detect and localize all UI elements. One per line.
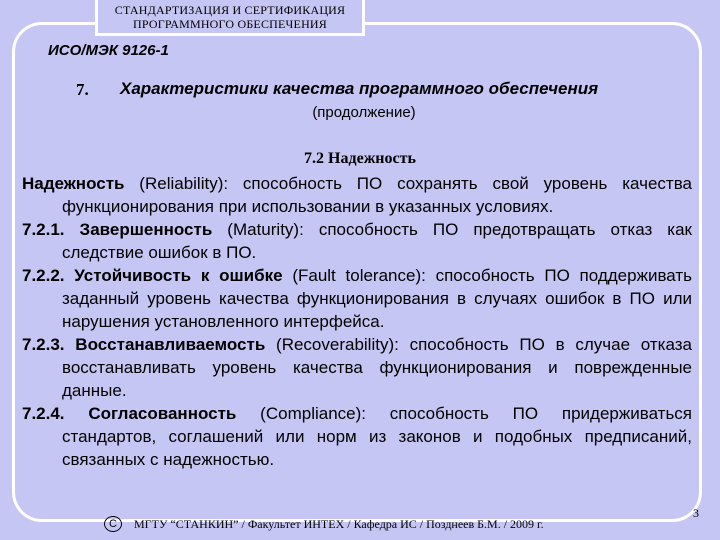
definitions-list <box>22 172 692 471</box>
definition-term: 7.2.2. Устойчивость к ошибке <box>22 266 283 285</box>
definition-paragraph <box>22 172 692 218</box>
definition-text: (Compliance): способность ПО придерживаться стандартов, соглашений или норм из законов и подобных предписаний, связанных с надежностью. <box>62 404 693 469</box>
definition-paragraph <box>22 402 692 471</box>
definition-text: (Reliability): способность ПО сохранять свой уровень качества функционирования при использовании в указанных условиях. <box>62 174 692 216</box>
continued-note: (продолжение) <box>312 104 416 121</box>
subsection-title: 7.2 Надежность <box>304 150 416 167</box>
section-title: Характеристики качества программного обеспечения <box>120 79 599 98</box>
standard-title-line1: СТАНДАРТИЗАЦИЯ И СЕРТИФИКАЦИЯ <box>114 3 346 17</box>
standard-title-line2: ПРОГРАММНОГО ОБЕСПЕЧЕНИЯ <box>132 17 328 31</box>
footer <box>104 516 544 532</box>
section-number: 7. <box>76 80 89 99</box>
page-number: 3 <box>693 506 699 520</box>
definition-term: Надежность <box>22 174 125 193</box>
definition-paragraph <box>22 333 692 402</box>
definition-text: (Maturity): способность ПО предотвращать отказ как следствие ошибок в ПО. <box>62 220 692 262</box>
definition-term: 7.2.3. Восстанавливаемость <box>22 335 266 354</box>
iso-standard-label: ИСО/МЭК 9126-1 <box>48 42 169 59</box>
definition-term: 7.2.4. Согласованность <box>22 404 237 423</box>
definition-paragraph <box>22 218 692 264</box>
footer-text: МГТУ “СТАНКИН” / Факультет ИНТЕХ / Кафедра ИС / Позднеев Б.М. / 2009 г. <box>134 516 544 531</box>
definition-text: (Fault tolerance): способность ПО поддерживать заданный уровень качества функционирования в случаях ошибок в ПО или нарушения установленного интерфейса. <box>62 266 693 331</box>
definition-text: (Recoverability): способность ПО в случае отказа восстанавливать уровень качества функционирования и поврежденные данные. <box>62 335 692 400</box>
copyright-icon: С <box>104 516 122 532</box>
standard-header <box>95 0 365 36</box>
definition-paragraph <box>22 264 692 333</box>
definition-term: 7.2.1. Завершенность <box>22 220 213 239</box>
